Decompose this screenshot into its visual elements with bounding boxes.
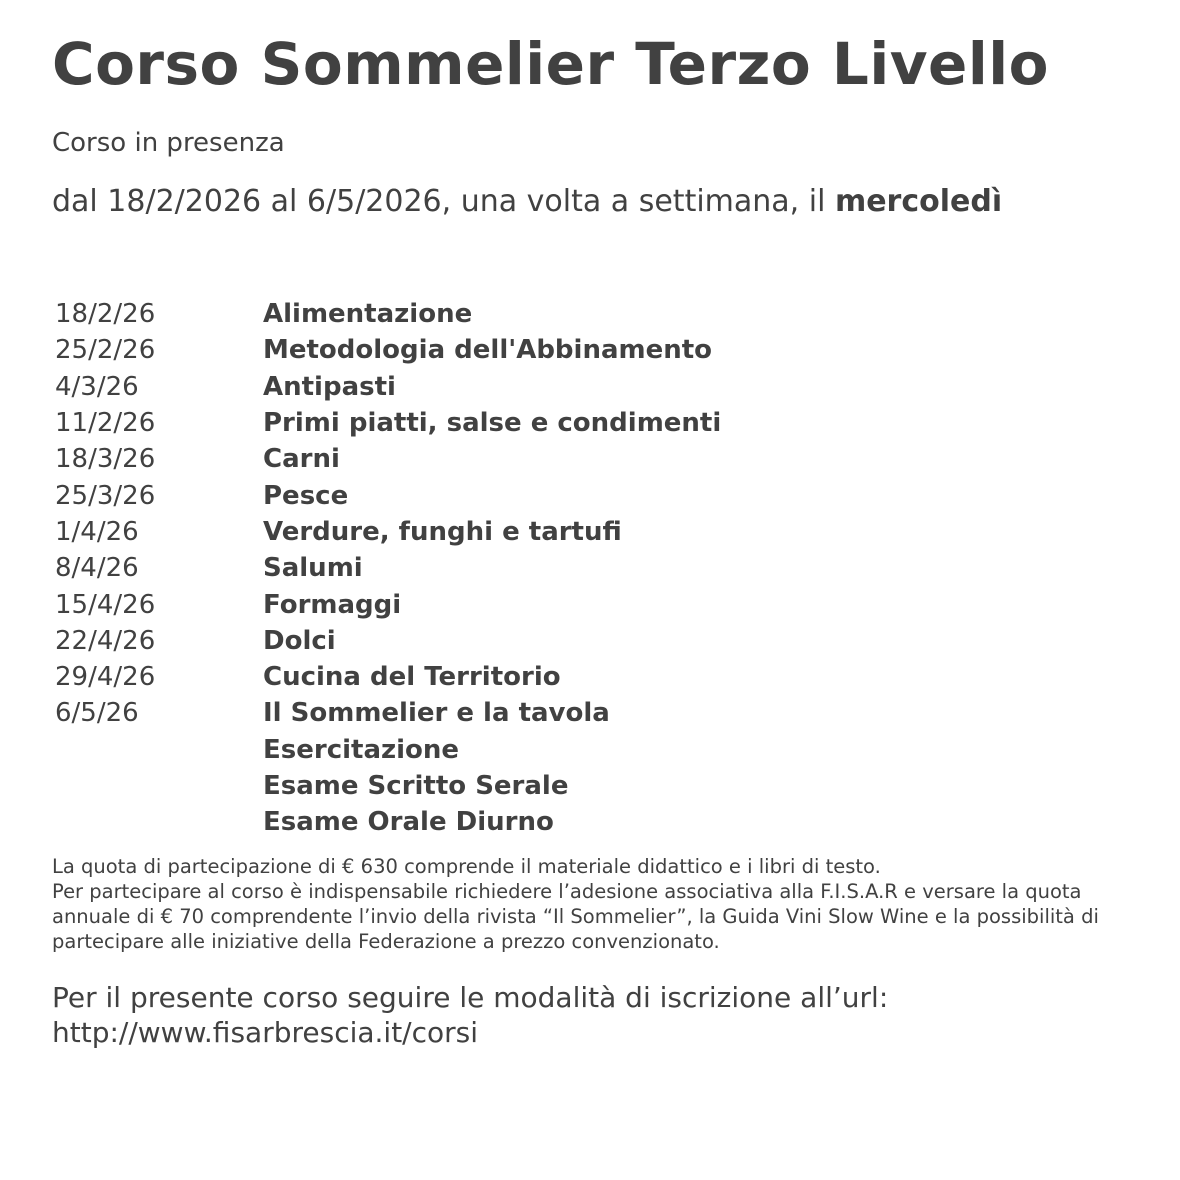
enrollment-info: [52, 980, 1112, 1050]
schedule-row: [55, 332, 955, 368]
enrollment-url[interactable]: http://www.fisarbrescia.it/corsi: [52, 1016, 479, 1049]
lesson-topic: Metodologia dell'Abbinamento: [263, 335, 713, 366]
lesson-topic: Esercitazione: [263, 734, 460, 765]
lesson-date: 25/2/26: [55, 335, 156, 366]
lesson-topic: Alimentazione: [263, 299, 473, 330]
schedule-row: [55, 732, 955, 768]
lesson-date: 8/4/26: [55, 553, 139, 584]
lesson-topic: Primi piatti, salse e condimenti: [263, 408, 722, 439]
lesson-date: 29/4/26: [55, 662, 156, 693]
lesson-topic: Esame Scritto Serale: [263, 771, 569, 801]
membership-note: Per partecipare al corso è indispensabile richiedere l’adesione associativa alla F.I.S.A.R e versare la quota annuale di € 70 comprendente l’invio della rivista “Il Sommelier”, la Guida Vini Slow Wine e la possibilità di partecipare alle iniziative della Federazione a prezzo convenzionato.: [52, 880, 1099, 953]
lesson-topic: Il Sommelier e la tavola: [263, 698, 610, 729]
lesson-date: 4/3/26: [55, 371, 139, 402]
lesson-date: 22/4/26: [55, 625, 156, 656]
schedule-row: [55, 804, 955, 840]
lesson-date: 18/3/26: [55, 444, 156, 475]
fees-note: [52, 854, 1112, 954]
schedule-row: [55, 695, 955, 731]
lesson-date: 18/2/26: [55, 299, 156, 330]
lesson-date: 11/2/26: [55, 408, 156, 439]
schedule-row: [55, 296, 955, 332]
lesson-topic: Formaggi: [263, 589, 402, 620]
course-period-text: dal 18/2/2026 al 6/5/2026, una volta a settimana, il: [52, 184, 835, 219]
schedule-row: [55, 477, 955, 513]
schedule-row: [55, 768, 955, 804]
schedule-row: [55, 550, 955, 586]
enrollment-text: Per il presente corso seguire le modalità di iscrizione all’url:: [52, 981, 889, 1014]
lesson-date: 25/3/26: [55, 480, 156, 511]
course-weekday: mercoledì: [834, 184, 1003, 219]
lesson-topic: Salumi: [263, 553, 363, 584]
schedule-row: [55, 514, 955, 550]
lesson-date: 15/4/26: [55, 589, 156, 620]
schedule-row: [55, 441, 955, 477]
lesson-topic: Carni: [263, 444, 340, 475]
schedule-row: [55, 623, 955, 659]
schedule-row: [55, 369, 955, 405]
lesson-topic: Dolci: [263, 625, 336, 656]
course-format: Corso in presenza: [52, 128, 285, 158]
schedule-row: [55, 405, 955, 441]
course-period: [52, 182, 1002, 222]
lesson-date: 6/5/26: [55, 698, 139, 729]
schedule-row: [55, 586, 955, 622]
lesson-topic: Verdure, funghi e tartufi: [263, 516, 622, 547]
lesson-date: 1/4/26: [55, 516, 139, 547]
lesson-topic: Antipasti: [263, 371, 396, 402]
fees-note-line: La quota di partecipazione di € 630 comprende il materiale didattico e i libri di testo.: [52, 855, 881, 878]
page-title: Corso Sommelier Terzo Livello: [52, 30, 1049, 98]
schedule-row: [55, 659, 955, 695]
lesson-topic: Esame Orale Diurno: [263, 807, 554, 838]
lesson-topic: Cucina del Territorio: [263, 662, 561, 693]
lesson-topic: Pesce: [263, 480, 349, 511]
lesson-schedule: [55, 296, 955, 840]
